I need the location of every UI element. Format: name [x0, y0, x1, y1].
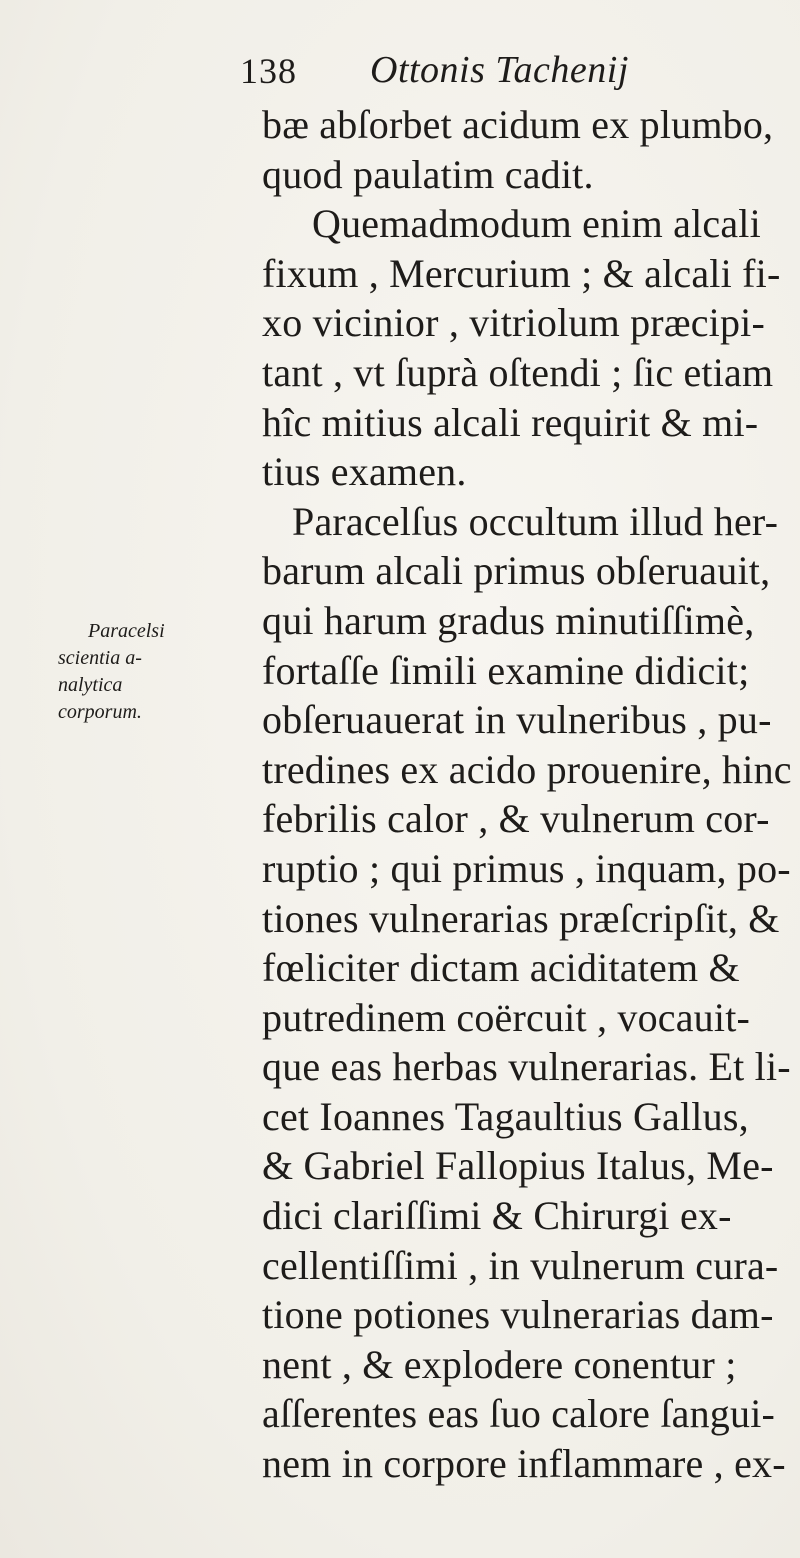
- marginal-note-line: Paracelsi: [88, 620, 165, 642]
- text-line: bæ abſorbet acidum ex plumbo,: [262, 102, 774, 147]
- text-line: qui harum gradus minutiſſimè,: [262, 597, 755, 643]
- text-line: fœliciter dictam aciditatem &: [262, 945, 740, 991]
- text-line: tredines ex acido prouenire, hinc: [262, 746, 792, 792]
- page-header: [240, 44, 720, 100]
- text-line: que eas herbas vulnerarias. Et li-: [262, 1044, 791, 1090]
- text-line: cellentiſſimi , in vulnerum cura-: [262, 1242, 779, 1288]
- text-line: fixum , Mercurium ; & alcali fi-: [262, 250, 781, 296]
- text-line: febrilis calor , & vulnerum cor-: [262, 796, 770, 842]
- text-line: aſſerentes eas ſuo calore ſangui-: [262, 1391, 776, 1437]
- text-line: & Gabriel Fallopius Italus, Me-: [262, 1143, 774, 1189]
- text-line: fortaſſe ſimili examine didicit;: [262, 647, 750, 693]
- text-line: Paracelſus occultum illud her-: [292, 498, 779, 544]
- text-line: obſeruauerat in vulneribus , pu-: [262, 697, 772, 743]
- text-line: ruptio ; qui primus , inquam, po-: [262, 845, 791, 891]
- text-line: Quemadmodum enim alcali: [312, 201, 761, 247]
- text-line: barum alcali primus obſeruauit,: [262, 548, 771, 594]
- text-line: tiones vulnerarias præſcripſit, &: [262, 895, 780, 941]
- marginal-note-line: scientia a-: [58, 647, 142, 669]
- text-line: quod paulatim cadit.: [262, 151, 594, 197]
- text-line: xo vicinior , vitriolum præcipi-: [262, 300, 766, 346]
- text-line: nent , & explodere conentur ;: [262, 1341, 737, 1387]
- text-line: tius examen.: [262, 449, 467, 495]
- marginal-note-line: corporum.: [58, 701, 142, 723]
- running-title: Ottonis Tachenij: [370, 49, 629, 91]
- text-line: dici clariſſimi & Chirurgi ex-: [262, 1193, 732, 1239]
- text-line: cet Ioannes Tagaultius Gallus,: [262, 1093, 749, 1139]
- text-line: nem in corpore inflammare , ex-: [262, 1441, 786, 1487]
- text-line: hîc mitius alcali requirit & mi-: [262, 399, 759, 445]
- text-line: putredinem coërcuit , vocauit-: [262, 994, 751, 1040]
- page-number: 138: [240, 51, 297, 91]
- marginal-note-line: nalytica: [58, 674, 123, 696]
- marginal-note: [58, 618, 258, 726]
- text-line: tione potiones vulnerarias dam-: [262, 1292, 774, 1338]
- body-text: [262, 100, 792, 1489]
- text-line: tant , vt ſuprà oſtendi ; ſic etiam: [262, 349, 774, 395]
